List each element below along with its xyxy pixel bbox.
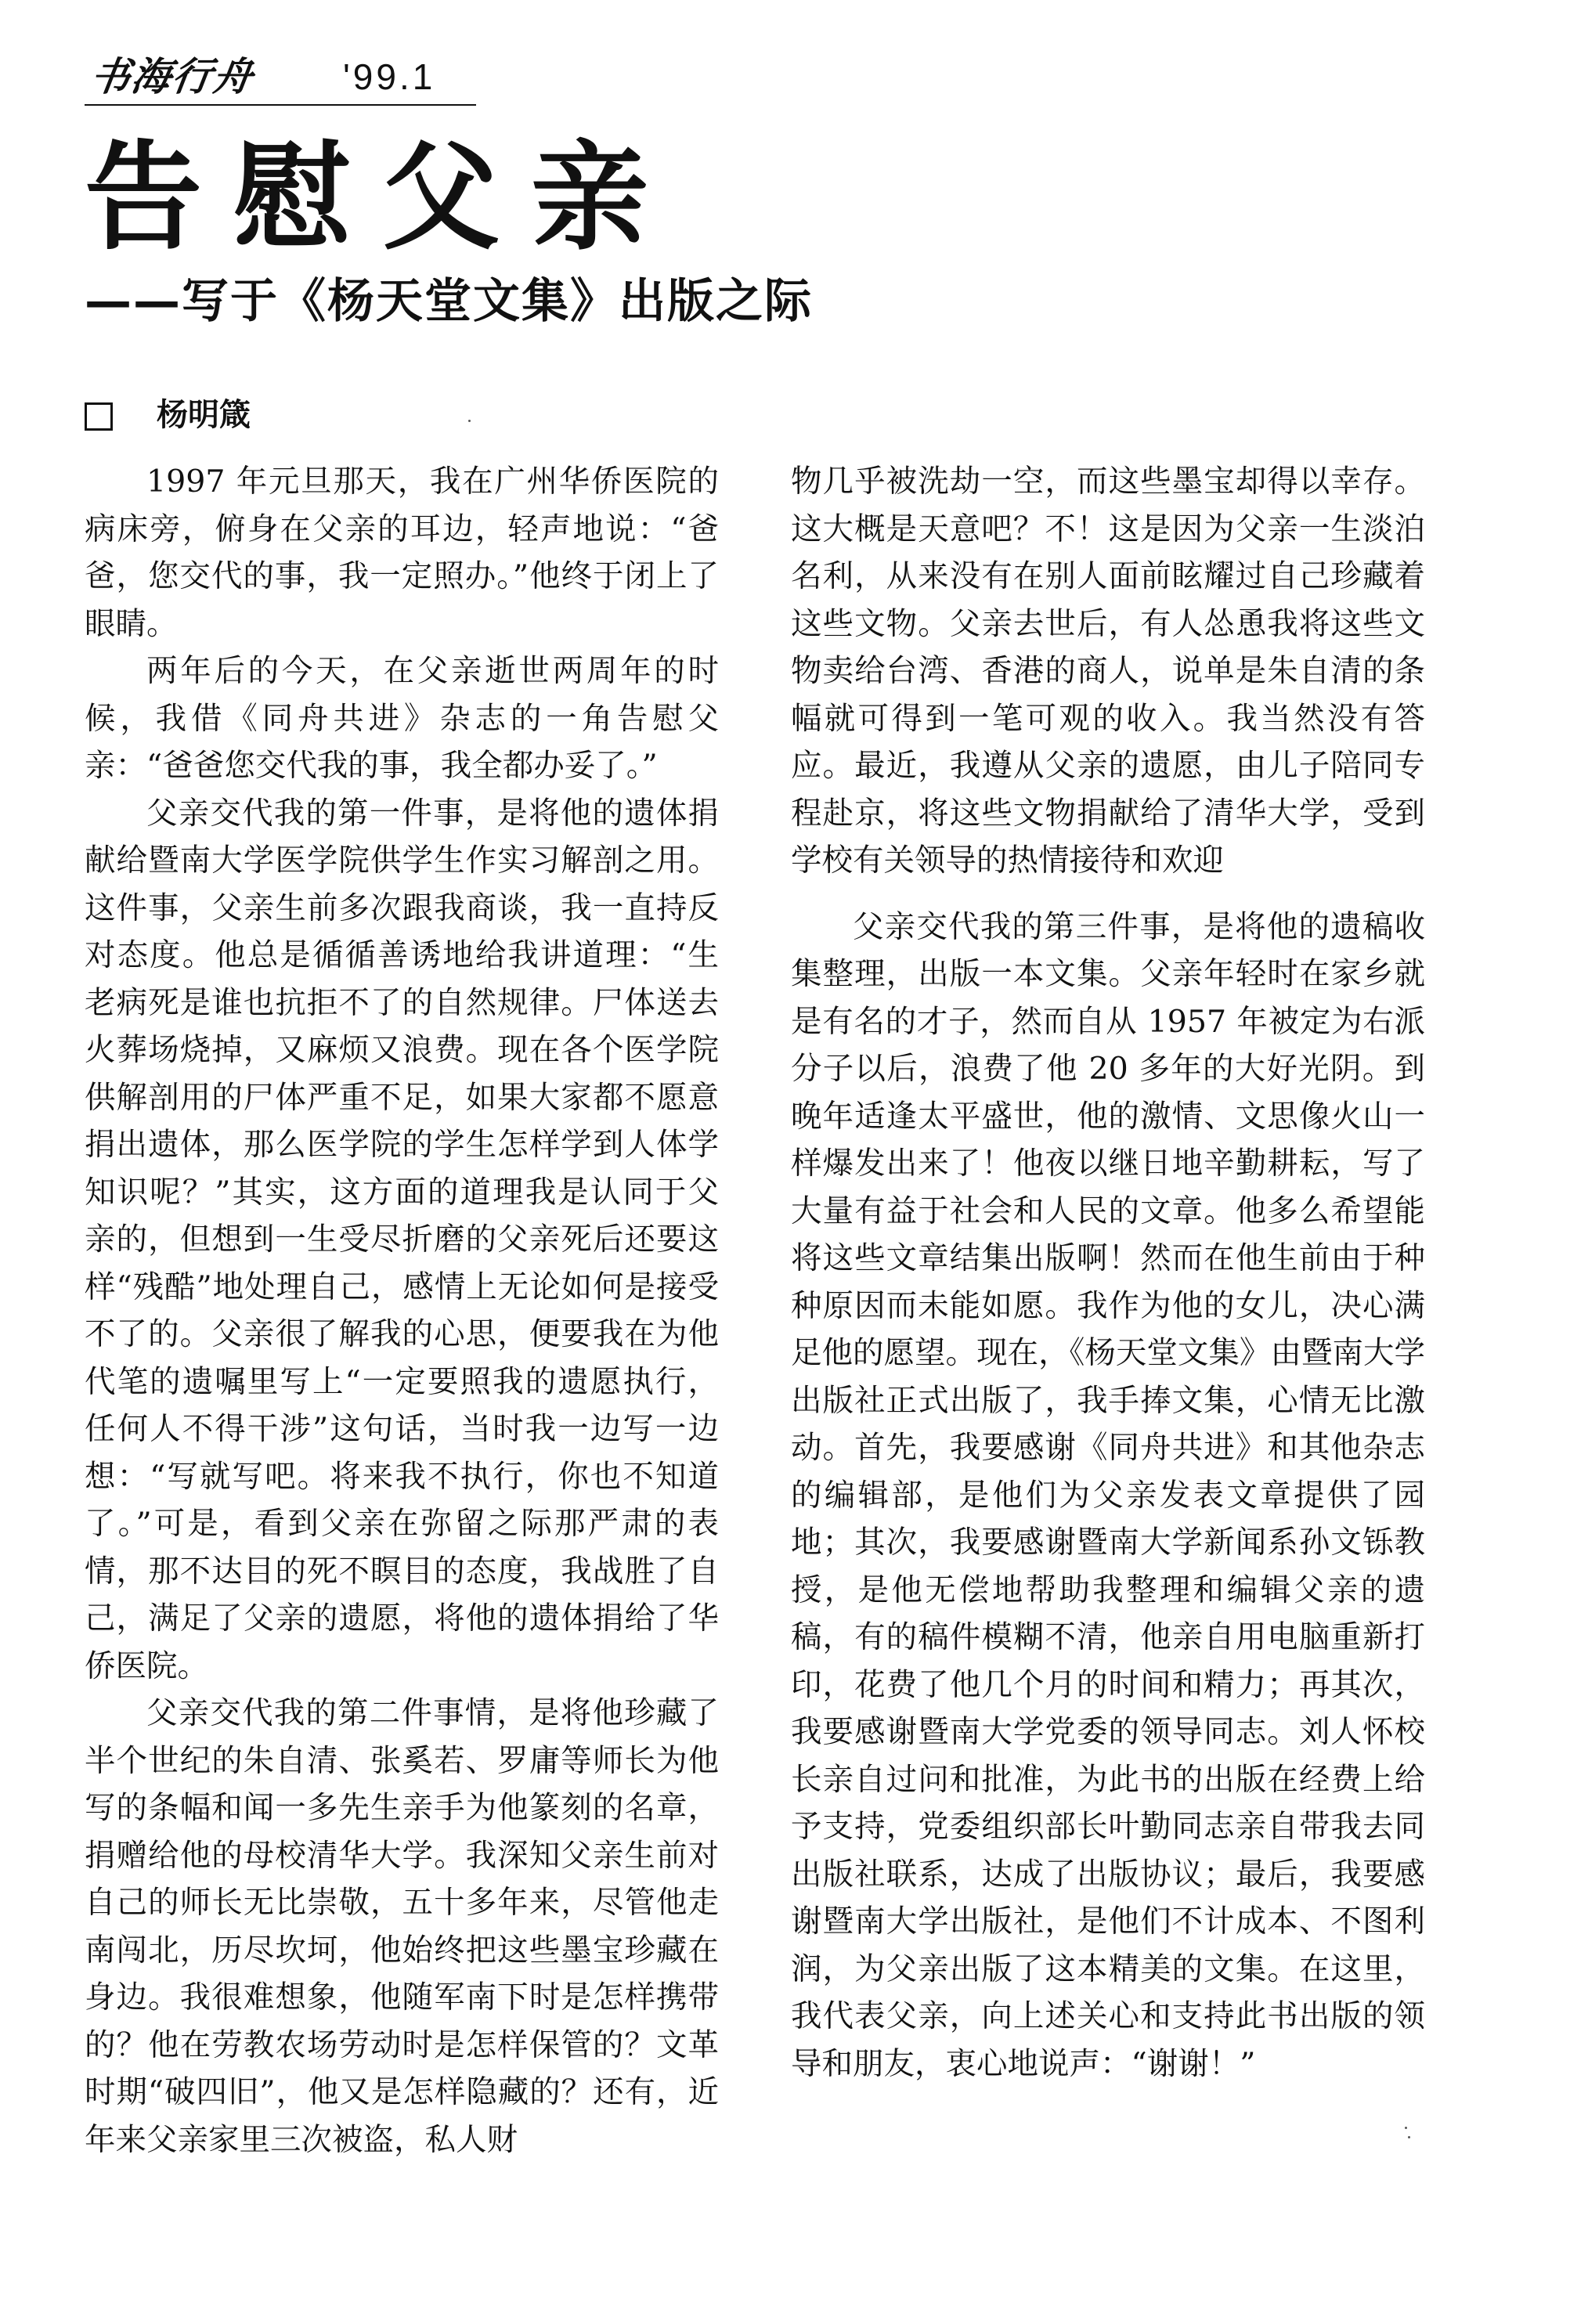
paragraph: 两年后的今天，在父亲逝世两周年的时候，我借《同舟共进》杂志的一角告慰父亲：“爸爸您交代我的事，我全都办妥了。” xyxy=(85,653,719,784)
paragraph: 1997 年元旦那天，我在广州华侨医院的病床旁，俯身在父亲的耳边，轻声地说：“爸爸，您交代的事，我一定照办。”他终于闭上了眼睛。 xyxy=(85,464,719,642)
left-column xyxy=(85,458,719,2163)
scan-speck xyxy=(1408,2136,1410,2138)
header-rule xyxy=(85,104,476,106)
issue-number: '99.1 xyxy=(343,56,436,97)
right-column xyxy=(791,458,1425,2088)
paragraph: 父亲交代我的第三件事，是将他的遗稿收集整理，出版一本文集。父亲年轻时在家乡就是有名的才子，然而自从 1957 年被定为右派分子以后，浪费了他 20 多年的大好光阴。到晚年适逢太平盛世，他的激情、文思像火山一样爆发出来了！他夜以继日地辛勤耕耘，写了大量有益于社会和人民的文章。他多么希望能将这些文章结集出版啊！然而在他生前由于种种原因而未能如愿。我作为他的女儿，决心满足他的愿望。现在，《杨天堂文集》由暨南大学出版社正式出版了，我手捧文集，心情无比激动。首先，我要感谢《同舟共进》和其他杂志的编辑部，是他们为父亲发表文章提供了园地；其次，我要感谢暨南大学新闻系孙文铄教授，是他无偿地帮助我整理和编辑父亲的遗稿，有的稿件模糊不清，他亲自用电脑重新打印，花费了他几个月的时间和精力；再其次，我要感谢暨南大学党委的领导同志。刘人怀校长亲自过问和批准，为此书的出版在经费上给予支持，党委组织部长叶勤同志亲自带我去同出版社联系，达成了出版协议；最后，我要感谢暨南大学出版社，是他们不计成本、不图利润，为父亲出版了这本精美的文集。在这里，我代表父亲，向上述关心和支持此书出版的领导和朋友，衷心地说声：“谢谢！” xyxy=(791,908,1425,2082)
scan-speck xyxy=(1405,2127,1407,2129)
article-title: 告慰父亲 xyxy=(85,130,680,266)
paragraph: 物几乎被洗劫一空，而这些墨宝却得以幸存。这大概是天意吧？不！这是因为父亲一生淡泊名利，从来没有在别人面前眩耀过自己珍藏着这些文物。父亲去世后，有人怂恿我将这些文物卖给台湾、香港的商人，说单是朱自清的条幅就可得到一笔可观的收入。我当然没有答应。最近，我遵从父亲的遗愿，由儿子陪同专程赴京，将这些文物捐献给了清华大学，受到学校有关领导的热情接待和欢迎 xyxy=(791,464,1425,879)
paragraph: 父亲交代我的第二件事情，是将他珍藏了半个世纪的朱自清、张奚若、罗庸等师长为他写的条幅和闻一多先生亲手为他篆刻的名章，捐赠给他的母校清华大学。我深知父亲生前对自己的师长无比崇敬，五十多年来，尽管他走南闯北，历尽坎坷，他始终把这些墨宝珍藏在身边。我很难想象，他随军南下时是怎样携带的？他在劳教农场劳动时是怎样保管的？文革时期“破四旧”，他又是怎样隐藏的？还有，近年来父亲家里三次被盗，私人财 xyxy=(85,1695,719,2158)
scan-speck xyxy=(468,420,471,422)
paragraph: 父亲交代我的第一件事，是将他的遗体捐献给暨南大学医学院供学生作实习解剖之用。这件事，父亲生前多次跟我商谈，我一直持反对态度。他总是循循善诱地给我讲道理：“生老病死是谁也抗拒不了的自然规律。尸体送去火葬场烧掉，又麻烦又浪费。现在各个医学院供解剖用的尸体严重不足，如果大家都不愿意捐出遗体，那么医学院的学生怎样学到人体学知识呢？”其实，这方面的道理我是认同于父亲的，但想到一生受尽折磨的父亲死后还要这样“残酷”地处理自己，感情上无论如何是接受不了的。父亲很了解我的心思，便要我在为他代笔的遗嘱里写上“一定要照我的遗愿执行，任何人不得干涉”这句话，当时我一边写一边想：“写就写吧。将来我不执行，你也不知道了。”可是，看到父亲在弥留之际那严肃的表情，那不达目的死不瞑目的态度，我战胜了自己，满足了父亲的遗愿，将他的遗体捐给了华侨医院。 xyxy=(85,795,719,1684)
running-header xyxy=(85,44,476,106)
magazine-name: 书海行舟 xyxy=(87,54,258,99)
author-name: 杨明箴 xyxy=(157,397,251,433)
article-subtitle: ——写于《杨天堂文集》出版之际 xyxy=(85,274,813,329)
byline-square-icon xyxy=(85,402,113,431)
